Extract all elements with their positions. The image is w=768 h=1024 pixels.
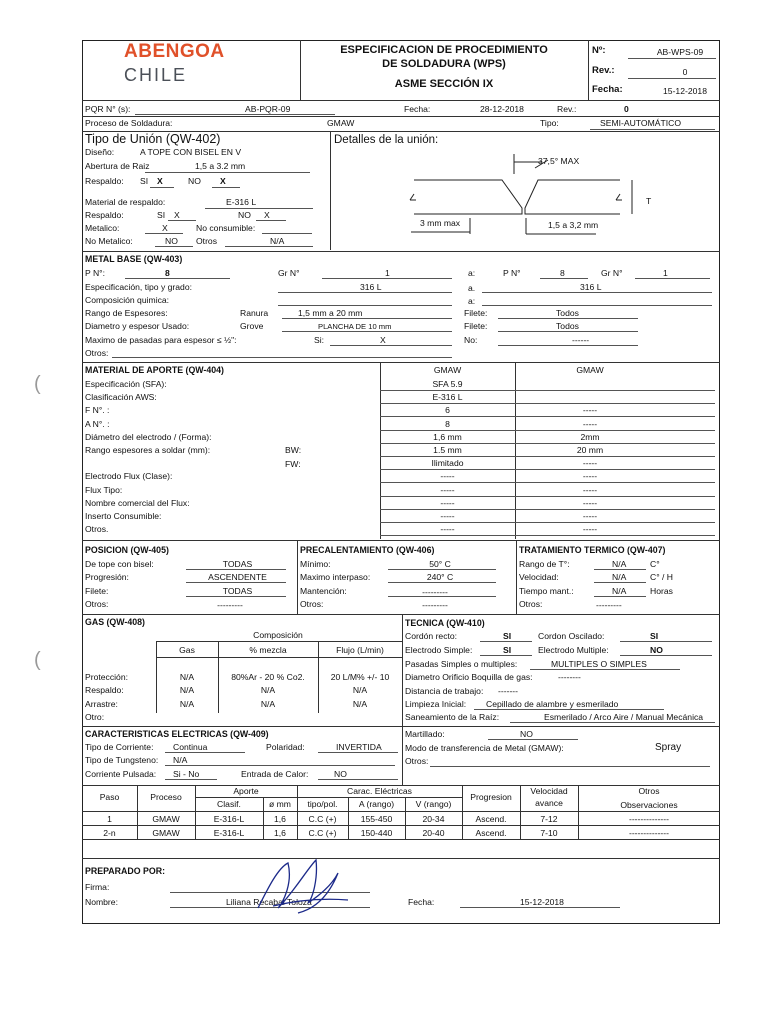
electrical-title: CARACTERISTICAS ELECTRICAS (QW-409) xyxy=(85,729,269,739)
back-gouging-label: Saneamiento de la Raíz: xyxy=(405,712,500,722)
stringer-label: Cordón recto: xyxy=(405,631,458,641)
gas-row-label: Arrastre: xyxy=(85,698,118,709)
filler-row-rule2 xyxy=(515,443,715,444)
metallic-label: Metalico: xyxy=(85,223,120,233)
pwht-others-value: --------- xyxy=(596,600,622,610)
passes-cell-tipo: C.C (+) xyxy=(308,814,337,824)
signature-label: Firma: xyxy=(85,882,110,892)
passes-header-others2: Observaciones xyxy=(620,800,678,810)
passes-cell-obs: -------------- xyxy=(628,814,670,824)
backing-label: Respaldo: xyxy=(85,176,124,186)
nozzle-label: Diametro Orificio Boquilla de gas: xyxy=(405,672,533,682)
passes-cell-mm: 1,6 xyxy=(274,814,286,824)
pwht-time-value: N/A xyxy=(612,586,627,596)
filler-row-rule1 xyxy=(380,403,515,404)
single-electrode-value: SI xyxy=(503,645,512,655)
interpass-label: Maximo interpaso: xyxy=(300,572,371,582)
base-spec-value: 316 L xyxy=(360,282,382,292)
thickness-label: T xyxy=(646,196,652,206)
filler-row-rule2 xyxy=(515,522,715,523)
max-passes-si-label: Si: xyxy=(314,335,325,345)
groove-position-value: TODAS xyxy=(222,559,253,569)
root-opening-value: 1,5 a 3.2 mm xyxy=(195,161,246,171)
position-title: POSICION (QW-405) xyxy=(85,545,169,555)
doc-rev-value: 0 xyxy=(682,67,688,77)
backing2-si: SI xyxy=(157,210,166,220)
process-type-value: SEMI-AUTOMÁTICO xyxy=(600,118,682,128)
filler-row-label: Diámetro del electrodo / (Forma): xyxy=(85,431,212,442)
filler-row-rule1 xyxy=(380,535,515,536)
company-logo-abengoa: ABENGOA xyxy=(124,41,225,62)
fillet-value: Todos xyxy=(556,308,579,318)
non-consumable-label: No consumible: xyxy=(196,223,256,233)
base-others-label: Otros: xyxy=(85,348,109,358)
thickness-range-label: Rango de Espesores: xyxy=(85,308,168,318)
pwht-time-unit: Horas xyxy=(650,586,673,596)
max-passes-si-value: X xyxy=(380,335,386,345)
groove-range-value: 1,5 mm a 20 mm xyxy=(298,308,363,318)
passes-cell-a: 150-440 xyxy=(360,828,393,838)
gas-row-label: Otro: xyxy=(85,711,105,722)
filler-row-rule1 xyxy=(380,443,515,444)
passes-label: Pasadas Simples o multiples: xyxy=(405,659,518,669)
polarity-value: INVERTIDA xyxy=(336,742,382,752)
gas-header-mix: % mezcla xyxy=(249,645,287,655)
gas-row-gas: N/A xyxy=(179,685,195,696)
gas-composition-label: Composición xyxy=(253,630,303,640)
passes-header-progression: Progresion xyxy=(470,792,512,802)
union-others-label: Otros xyxy=(196,236,218,246)
filler-row-rule2 xyxy=(515,456,715,457)
pwht-rate-label: Velocidad: xyxy=(519,572,559,582)
base-pn2-value: 8 xyxy=(560,268,565,278)
filler-row-rule2 xyxy=(515,535,715,536)
filler-row-rule1 xyxy=(380,416,515,417)
filler-row-rule1 xyxy=(380,496,515,497)
filler-fw-label: FW: xyxy=(285,459,301,469)
filler-row-rule1 xyxy=(380,509,515,510)
pulsed-label: Corriente Pulsada: xyxy=(85,769,157,779)
passes-header-process: Proceso xyxy=(150,792,182,802)
gas-row-flow: 20 L/M% +/- 10 xyxy=(330,672,390,682)
filler-row-label: Rango espesores a soldar (mm): xyxy=(85,445,211,455)
heat-input-value: NO xyxy=(334,769,347,779)
pwht-range-unit: C° xyxy=(650,559,660,569)
filler-row-rule1 xyxy=(380,522,515,523)
filler-row-rule2 xyxy=(515,416,715,417)
preheat-others-label: Otros: xyxy=(300,599,324,609)
single-electrode-label: Electrodo Simple: xyxy=(405,645,473,655)
design-value: A TOPE CON BISEL EN V xyxy=(140,147,242,157)
filler-row-value2: ----- xyxy=(582,471,598,482)
tungsten-label: Tipo de Tungsteno: xyxy=(85,755,159,765)
filler-row-value2: 20 mm xyxy=(576,445,604,455)
passes-header-speed1: Velocidad xyxy=(530,786,568,796)
doc-number-value: AB-WPS-09 xyxy=(656,47,704,57)
doc-title-line1: ESPECIFICACION DE PROCEDIMIENTO xyxy=(340,44,548,56)
gas-row-flow: N/A xyxy=(352,685,368,696)
backing-no: NO xyxy=(188,176,201,186)
passes-cell-obs: -------------- xyxy=(628,828,670,838)
filler-row-rule1 xyxy=(380,482,515,483)
filler-row-value1: 1,6 mm xyxy=(433,431,462,442)
filler-row-value1: Ilimitado xyxy=(431,458,464,469)
binder-hole-mark: ( xyxy=(34,373,41,395)
filler-row-value1: SFA 5.9 xyxy=(432,379,463,389)
passes-header-step: Paso xyxy=(99,792,120,802)
multiple-electrode-value: NO xyxy=(650,645,663,655)
backing-no-mark: X xyxy=(220,176,226,186)
filler-row-value2: 2mm xyxy=(580,431,600,442)
doc-title-line2: DE SOLDADURA (WPS) xyxy=(382,58,506,70)
filler-col1-header: GMAW xyxy=(433,365,462,375)
max-passes-no-value: ------ xyxy=(572,335,590,345)
position-others-label: Otros: xyxy=(85,599,109,609)
back-gouging-value: Esmerilado / Arco Aire / Manual Mecánica xyxy=(544,712,704,722)
filler-row-value1: ----- xyxy=(440,497,455,508)
fillet-label: Filete: xyxy=(464,308,488,318)
filler-row-rule1 xyxy=(380,469,515,470)
handwritten-signature xyxy=(238,848,358,923)
grove-value: PLANCHA DE 10 mm xyxy=(318,322,392,331)
passes-cell-clasif: E-316-L xyxy=(213,828,245,838)
binder-hole-mark: ( xyxy=(34,649,41,671)
fillet-position-label: Filete: xyxy=(85,586,109,596)
passes-cell-paso: 2-n xyxy=(103,828,116,838)
preheat-min-value: 50° C xyxy=(429,559,451,569)
filler-bw-label: BW: xyxy=(285,445,302,455)
pqr-value: AB-PQR-09 xyxy=(245,104,291,114)
filler-row-rule2 xyxy=(515,482,715,483)
prepared-date-label: Fecha: xyxy=(408,897,435,907)
diameter-used-label: Diametro y espesor Usado: xyxy=(85,321,190,331)
filler-row-value2: ----- xyxy=(582,511,598,521)
filler-row-value1: ----- xyxy=(440,511,455,521)
base-spec-label: Especificación, tipo y grado: xyxy=(85,282,193,292)
passes-cell-a: 155-450 xyxy=(360,814,393,824)
weave-label: Cordon Oscilado: xyxy=(538,631,605,641)
preheat-others-value: --------- xyxy=(422,600,448,610)
filler-row-value1: ----- xyxy=(440,524,455,535)
pulsed-value: Si - No xyxy=(173,769,200,779)
base-metal-title: METAL BASE (QW-403) xyxy=(85,254,183,264)
gas-row-mix: N/A xyxy=(260,685,276,696)
transfer-mode-value: Spray xyxy=(655,742,682,753)
filler-row-value2: ----- xyxy=(582,497,598,508)
bevel-angle-label: 37,5° MAX xyxy=(538,156,580,166)
passes-cell-vel: 7-12 xyxy=(540,814,558,824)
gas-row-gas: N/A xyxy=(179,672,195,682)
union-others-value: N/A xyxy=(270,236,285,246)
base-grn-label: Gr N° xyxy=(278,268,300,278)
multiple-electrode-label: Electrodo Multiple: xyxy=(538,645,609,655)
filler-row-rule2 xyxy=(515,469,715,470)
gas-row-flow: N/A xyxy=(352,698,368,709)
base-chem-label: Composición quimica: xyxy=(85,295,170,305)
passes-header-diameter: ø mm xyxy=(269,799,291,809)
passes-cell-v: 20-40 xyxy=(422,828,445,838)
name-value: Liliana Recabal Toloza xyxy=(226,897,312,907)
filler-row-rule2 xyxy=(515,509,715,510)
passes-cell-v: 20-34 xyxy=(422,814,445,824)
passes-cell-tipo: C.C (+) xyxy=(308,828,337,838)
preheat-title: PRECALENTAMIENTO (QW-406) xyxy=(300,545,435,555)
filler-row-label: Clasificación AWS: xyxy=(85,392,157,403)
filler-row-value1: E-316 L xyxy=(432,392,463,403)
polarity-label: Polaridad: xyxy=(266,742,305,752)
groove-label: Ranura xyxy=(240,308,269,318)
process-type-label: Tipo: xyxy=(540,118,559,128)
passes-header-others1: Otros xyxy=(638,786,660,796)
gas-header-gas: Gas xyxy=(179,645,195,655)
base-pn2-label: P N° xyxy=(503,268,521,278)
progression-label: Progresión: xyxy=(85,572,129,582)
filler-row-value1: 6 xyxy=(445,405,450,416)
gas-row-mix: N/A xyxy=(260,698,276,709)
gas-header-flow: Flujo (L/min) xyxy=(336,645,384,655)
max-passes-label: Maximo de pasadas para espesor ≤ ½": xyxy=(85,335,237,345)
passes-header-filler: Aporte xyxy=(233,786,259,796)
gas-row-mix: 80%Ar - 20 % Co2. xyxy=(231,672,305,682)
technique-title: TECNICA (QW-410) xyxy=(405,618,485,628)
doc-title-line3: ASME SECCIÓN IX xyxy=(394,78,494,90)
backing2-no: NO xyxy=(238,210,251,220)
company-logo-chile: CHILE xyxy=(124,65,188,85)
backing-material-label: Material de respaldo: xyxy=(85,197,166,207)
filler-row-rule1 xyxy=(380,430,515,431)
groove-position-label: De tope con bisel: xyxy=(85,559,154,569)
filler-row-rule1 xyxy=(380,456,515,457)
weave-value: SI xyxy=(650,631,659,641)
backing2-si-mark: X xyxy=(174,210,180,220)
filler-row-value2: ----- xyxy=(582,458,598,469)
heat-input-label: Entrada de Calor: xyxy=(241,769,309,779)
base-a1: a: xyxy=(468,268,476,278)
filler-row-label: Electrodo Flux (Clase): xyxy=(85,471,173,482)
gas-row-label: Protección: xyxy=(85,672,128,682)
base-grn-value: 1 xyxy=(385,268,390,278)
gas-row-gas: N/A xyxy=(179,698,195,709)
prepared-date-value: 15-12-2018 xyxy=(520,897,564,907)
passes-header-speed2: avance xyxy=(535,798,563,808)
root-opening-label: Abertura de Raiz xyxy=(85,161,150,171)
current-type-value: Continua xyxy=(173,742,208,752)
pwht-range-value: N/A xyxy=(612,559,627,569)
base-pn-value: 8 xyxy=(165,268,170,278)
filler-row-label: F N°. : xyxy=(85,405,110,416)
passes-cell-proceso: GMAW xyxy=(152,814,180,824)
root-face-label: 1,5 a 3,2 mm xyxy=(548,220,599,230)
filler-row-label: A N°. : xyxy=(85,418,110,429)
doc-rev-label: Rev.: xyxy=(592,65,615,76)
passes-header-amps: A (rango) xyxy=(358,799,395,809)
fillet-position-value: TODAS xyxy=(222,586,253,596)
pwht-others-label: Otros: xyxy=(519,599,543,609)
passes-header-electrical: Carac. Eléctricas xyxy=(347,786,412,796)
max-passes-no-label: No: xyxy=(464,335,478,345)
pqr-rev-label: Rev.: xyxy=(557,104,577,114)
distance-value: ------- xyxy=(498,686,519,696)
pqr-date-value: 28-12-2018 xyxy=(480,104,524,114)
nozzle-value: -------- xyxy=(558,672,581,682)
passes-cell-clasif: E-316-L xyxy=(213,814,245,824)
process-label: Proceso de Soldadura: xyxy=(85,118,173,128)
filler-metal-title: MATERIAL DE APORTE (QW-404) xyxy=(85,365,224,375)
passes-cell-prog: Ascend. xyxy=(475,814,507,824)
passes-cell-prog: Ascend. xyxy=(475,828,507,838)
base-a2: a. xyxy=(468,283,476,293)
filler-row-value2: ----- xyxy=(582,418,598,429)
fillet2-label: Filete: xyxy=(464,321,488,331)
base-spec2-value: 316 L xyxy=(580,282,602,292)
doc-date-label: Fecha: xyxy=(592,84,623,95)
filler-row-value1: ----- xyxy=(440,471,455,482)
maintenance-label: Mantención: xyxy=(300,586,347,596)
transfer-mode-label: Modo de transferencia de Metal (GMAW): xyxy=(405,743,564,753)
filler-row-value2: ----- xyxy=(582,405,598,416)
filler-row-rule2 xyxy=(515,390,715,391)
doc-date-value: 15-12-2018 xyxy=(663,86,707,96)
technique-others-label: Otros: xyxy=(405,756,429,766)
backing2-label: Respaldo: xyxy=(85,210,124,220)
cleaning-label: Limpieza Inicial: xyxy=(405,699,467,709)
passes-value: MULTIPLES O SIMPLES xyxy=(551,659,647,669)
base-a3: a: xyxy=(468,296,476,306)
process-value: GMAW xyxy=(327,118,355,128)
cleaning-value: Cepillado de alambre y esmerilado xyxy=(486,699,619,709)
filler-row-rule1 xyxy=(380,390,515,391)
filler-row-rule2 xyxy=(515,403,715,404)
non-metallic-label: No Metalico: xyxy=(85,236,133,246)
pwht-time-label: Tiempo mant.: xyxy=(519,586,574,596)
interpass-value: 240° C xyxy=(426,572,454,582)
filler-row-label: Nombre comercial del Flux: xyxy=(85,497,190,508)
filler-row-value2: ----- xyxy=(582,524,598,535)
metallic-value: X xyxy=(162,223,168,233)
maintenance-value: --------- xyxy=(422,587,448,597)
gas-title: GAS (QW-408) xyxy=(85,617,145,627)
passes-cell-vel: 7-10 xyxy=(540,828,558,838)
filler-row-label: Otros. xyxy=(85,524,109,535)
gap-label: 3 mm max xyxy=(420,218,461,228)
passes-header-volts: V (rango) xyxy=(415,799,452,809)
pqr-date-label: Fecha: xyxy=(404,104,431,114)
passes-header-class: Clasif. xyxy=(217,799,241,809)
filler-row-value1: ----- xyxy=(440,484,455,495)
doc-number-label: Nº: xyxy=(592,45,606,56)
prepared-by-title: PREPARADO POR: xyxy=(85,866,165,876)
grove-label: Grove xyxy=(240,321,264,331)
union-details-title: Detalles de la unión: xyxy=(334,134,439,146)
filler-row-rule2 xyxy=(515,496,715,497)
backing-si-mark: X xyxy=(157,176,163,186)
design-label: Diseño: xyxy=(85,147,115,157)
name-label: Nombre: xyxy=(85,897,118,907)
pwht-rate-unit: C° / H xyxy=(650,572,674,582)
peening-label: Martillado: xyxy=(405,729,445,739)
passes-header-polarity: tipo/pol. xyxy=(307,799,338,809)
filler-row-label: Inserto Consumible: xyxy=(85,511,162,521)
base-grn2-label: Gr N° xyxy=(601,268,623,278)
filler-row-value1: 8 xyxy=(445,418,450,429)
filler-row-value1: 1.5 mm xyxy=(433,445,462,455)
base-grn2-value: 1 xyxy=(663,268,668,278)
pqr-label: PQR N° (s): xyxy=(85,104,131,114)
base-pn-label: P N°: xyxy=(85,268,105,278)
progression-value: ASCENDENTE xyxy=(208,572,267,582)
pqr-rev-value: 0 xyxy=(624,104,629,114)
filler-row-rule2 xyxy=(515,430,715,431)
pwht-title: TRATAMIENTO TERMICO (QW-407) xyxy=(519,545,666,555)
passes-cell-mm: 1,6 xyxy=(274,828,286,838)
pwht-rate-value: N/A xyxy=(612,572,627,582)
non-metallic-value: NO xyxy=(165,236,178,246)
pwht-range-label: Rango de T°: xyxy=(519,559,570,569)
union-section-title: Tipo de Unión (QW-402) xyxy=(85,132,221,146)
filler-col2-header: GMAW xyxy=(576,365,604,375)
backing2-no-mark: X xyxy=(264,210,270,220)
preheat-min-label: Mínimo: xyxy=(300,559,331,569)
current-type-label: Tipo de Corriente: xyxy=(85,742,154,752)
backing-material-value: E-316 L xyxy=(226,197,257,207)
backing-si: SI xyxy=(140,176,149,186)
stringer-value: SI xyxy=(503,631,512,641)
position-others-value: --------- xyxy=(217,600,243,610)
passes-cell-proceso: GMAW xyxy=(152,828,180,838)
filler-row-label: Especificación (SFA): xyxy=(85,379,167,389)
fillet2-value: Todos xyxy=(556,321,579,331)
filler-row-label: Flux Tipo: xyxy=(85,484,123,495)
passes-cell-paso: 1 xyxy=(107,814,112,824)
distance-label: Distancia de trabajo: xyxy=(405,686,484,696)
peening-value: NO xyxy=(520,729,533,739)
tungsten-value: N/A xyxy=(173,755,188,765)
filler-row-value2: ----- xyxy=(582,484,598,495)
gas-row-label: Respaldo: xyxy=(85,685,124,696)
